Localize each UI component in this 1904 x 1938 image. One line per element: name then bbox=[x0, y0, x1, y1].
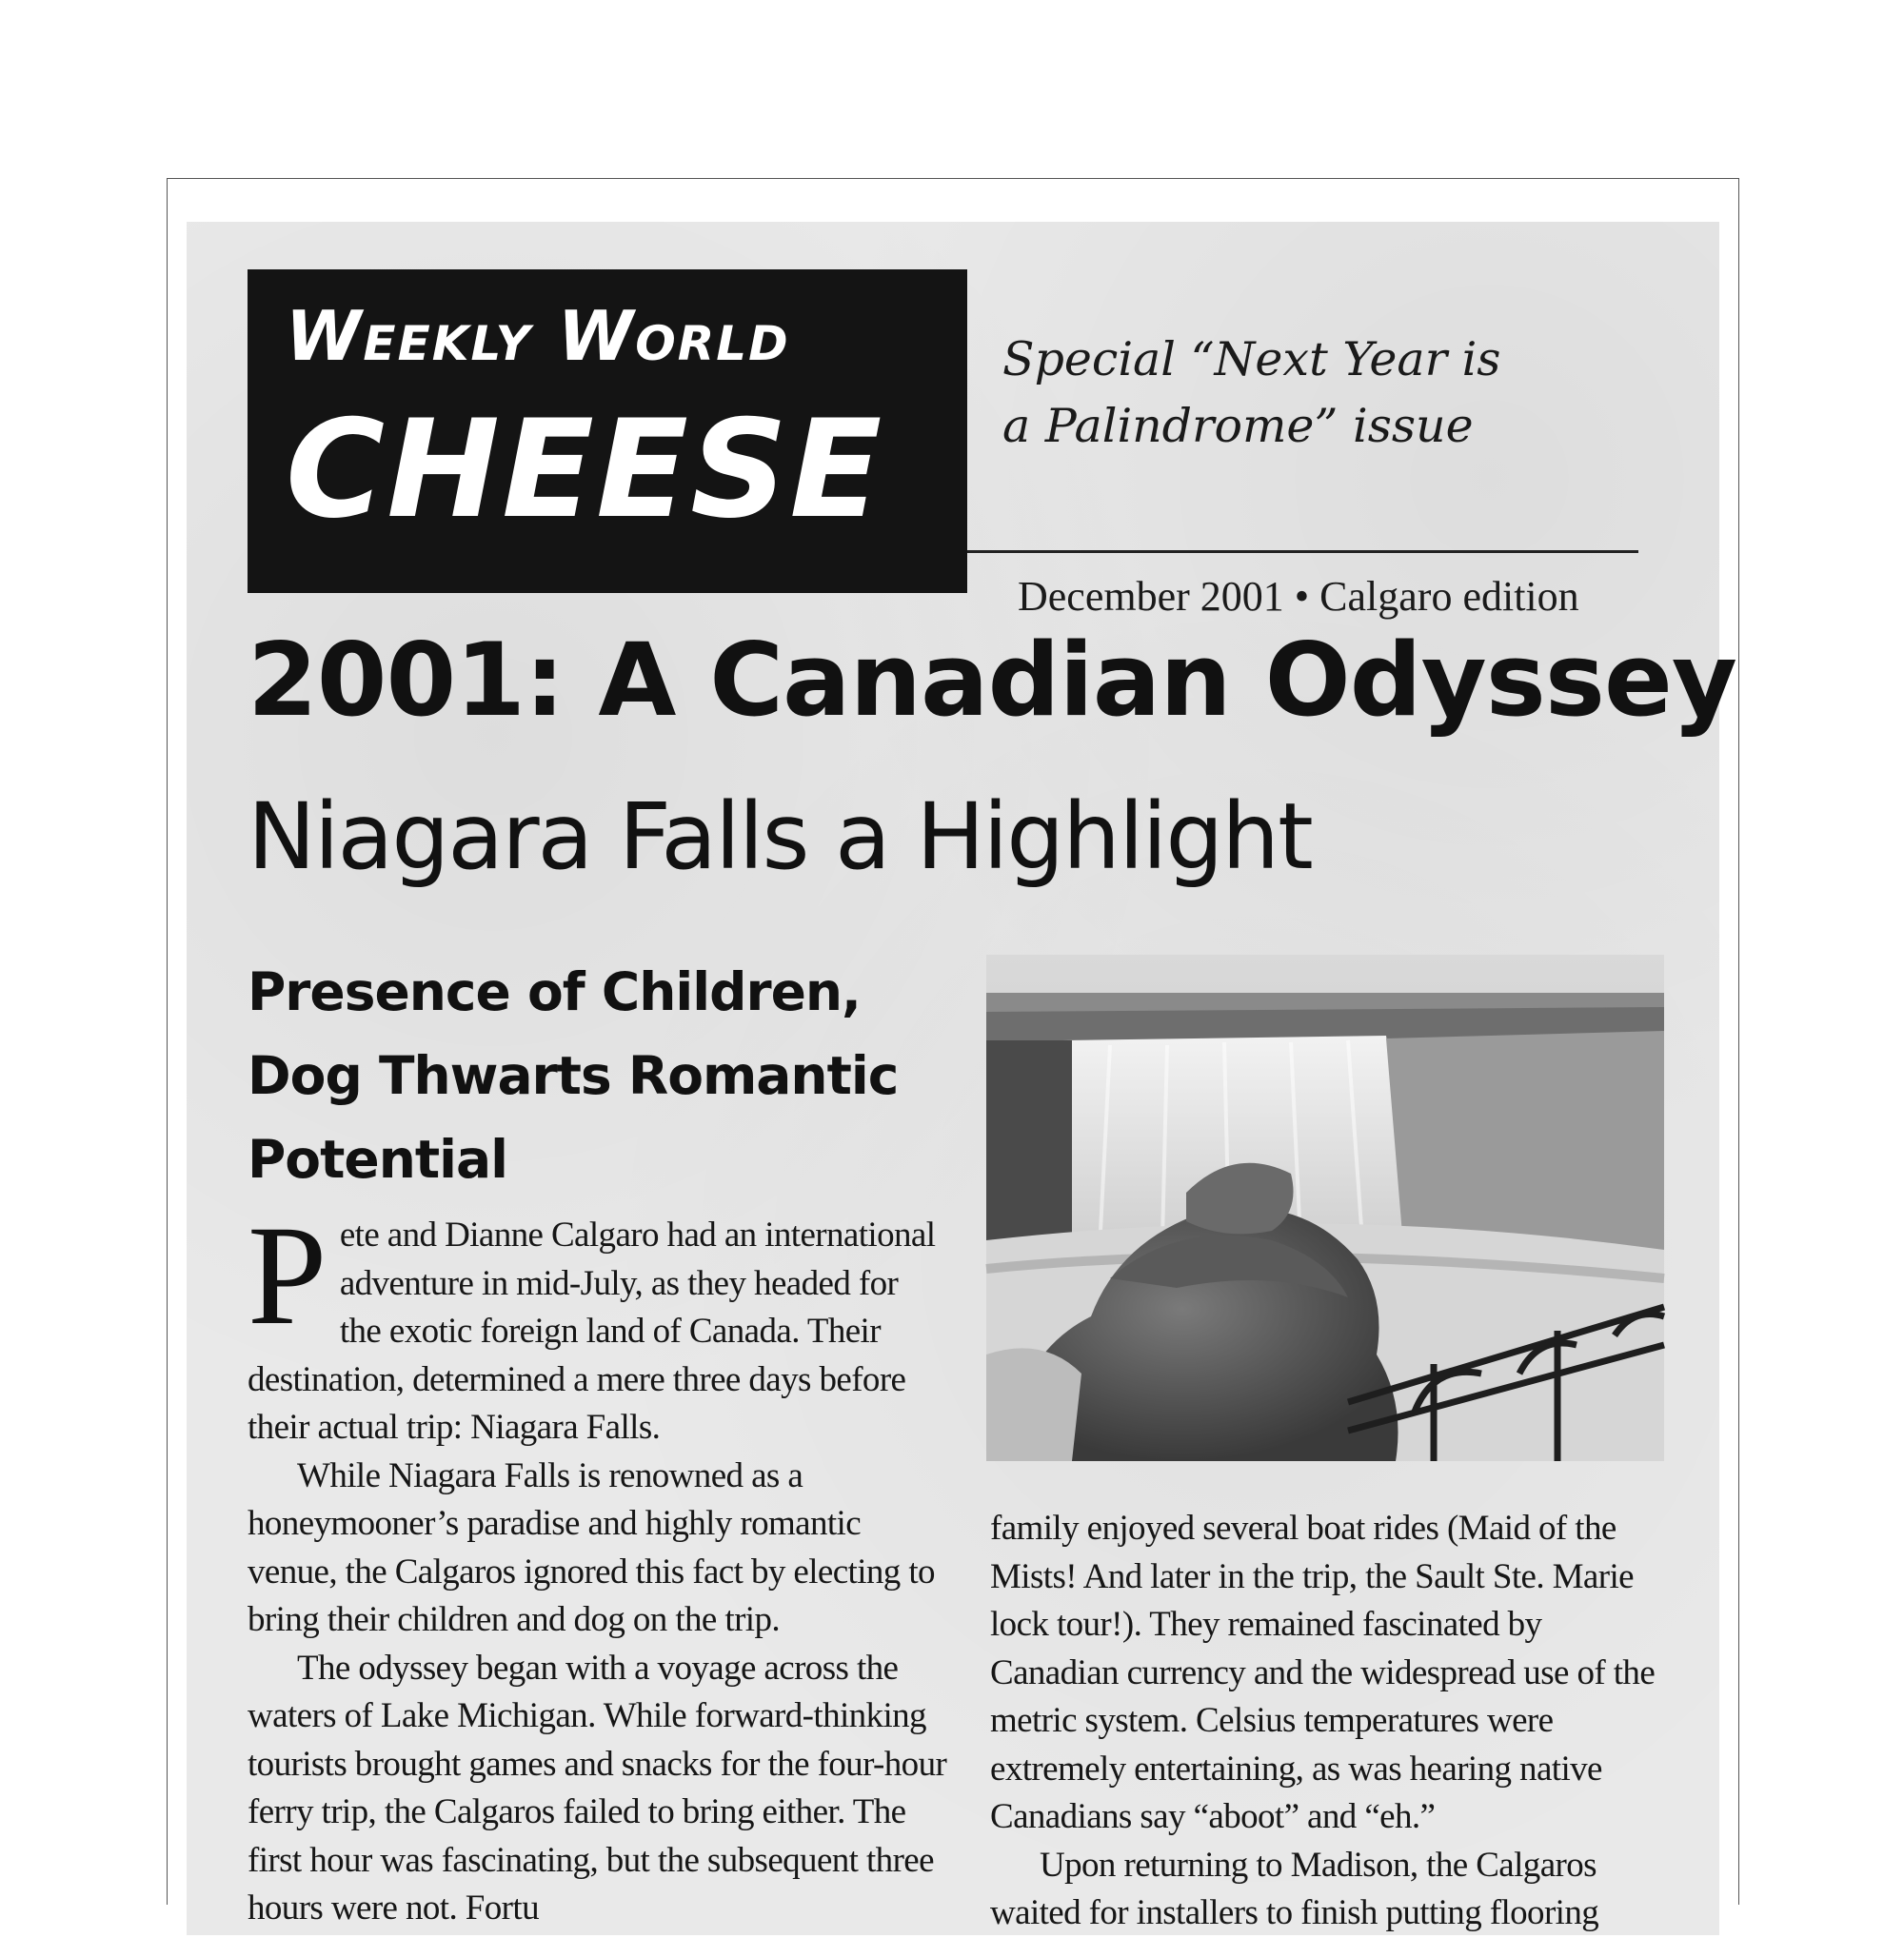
masthead-title: CHEESE bbox=[286, 391, 884, 548]
newsletter-scan bbox=[187, 222, 1736, 1935]
masthead bbox=[248, 269, 967, 593]
article-column-left bbox=[248, 1196, 947, 1933]
article-paragraph: While Niagara Falls is renowned as a honeymooner’s paradise and highly romantic venue, the Calgaros ignored this fact by electing to bring their children and dog on the trip. bbox=[248, 1455, 935, 1639]
issue-tagline: Special “Next Year is a Palindrome” issue bbox=[1002, 332, 1501, 453]
subheadline: Niagara Falls a Highlight bbox=[248, 783, 1312, 890]
headline: 2001: A Canadian Odyssey bbox=[248, 622, 1736, 739]
article-paragraph: Upon returning to Madison, the Calgaros waited for installers to finish putting flooring bbox=[990, 1845, 1599, 1932]
masthead-rule bbox=[967, 550, 1638, 553]
article-column-right bbox=[990, 1505, 1668, 1938]
dateline: December 2001 • Calgaro edition bbox=[1018, 573, 1579, 620]
photo-illustration bbox=[986, 955, 1664, 1461]
deck: Presence of Children, Dog Thwarts Romantic Potential bbox=[248, 961, 899, 1190]
article-paragraph: family enjoyed several boat rides (Maid of the Mists! And later in the trip, the Sault Ste. Marie lock tour!). They remained fascinated by Canadian currency and the widespread use of the metric system. Celsius temperatures were extremely entertaining, as was hearing native Canadians say “aboot” and “eh.” bbox=[990, 1509, 1656, 1836]
drop-cap: P bbox=[248, 1196, 327, 1355]
article-paragraph: ete and Dianne Calgaro had an international adventure in mid-July, as they headed for the exotic foreign land of Canada. Their destination, determined a mere three days before their actual trip: Niagara Falls. bbox=[248, 1216, 936, 1447]
document-page bbox=[167, 178, 1739, 1932]
masthead-top-line: Weekly World bbox=[286, 296, 790, 376]
niagara-falls-photo bbox=[986, 955, 1664, 1461]
article-paragraph: The odyssey began with a voyage across the waters of Lake Michigan. While forward-thinking tourists brought games and snacks for the four-hour ferry trip, the Calgaros failed to bring either. The first hour was fascinating, but the subsequent three hours were not. Fortu bbox=[248, 1648, 947, 1928]
